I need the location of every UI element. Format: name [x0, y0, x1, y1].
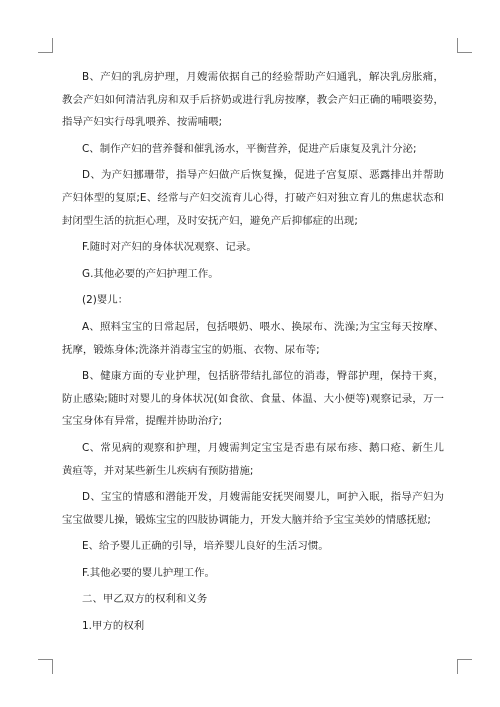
crop-mark-bottom-left — [38, 659, 53, 674]
paragraph-infant-daily-care: A、照料宝宝的日常起居，包括喂奶、喂水、换尿布、洗澡;为宝宝每天按摩、抚摩，锻炼身体;洗涤并消毒宝宝的奶瓶、衣物、尿布等; — [62, 320, 444, 356]
paragraph-infant-development: D、宝宝的情感和潜能开发，月嫂需能安抚哭闹婴儿，呵护入眠，指导产妇为宝宝做婴儿操，锻炼宝宝的四肢协调能力，开发大脑并给予宝宝美妙的情感抚慰; — [62, 491, 444, 526]
paragraph-mother-observation: F.随时对产妇的身体状况观察、记录。 — [82, 241, 257, 254]
crop-mark-top-left — [38, 38, 53, 53]
crop-mark-bottom-right — [457, 659, 472, 674]
crop-mark-top-right — [457, 38, 472, 53]
paragraph-mother-breast-care: B、产妇的乳房护理，月嫂需依据自己的经验帮助产妇通乳，解决乳房胀痛，教会产妇如何清洁乳房和双手后挤奶或进行乳房按摩，教会产妇正确的哺喂姿势，指导产妇实行母乳喂养、按需哺喂; — [62, 71, 444, 129]
paragraph-infant-health-care: B、健康方面的专业护理，包括脐带结扎部位的消毒，臀部护理，保持干爽，防止感染;随时对婴儿的身体状况(如食欲、食量、体温、大小便等)观察记录，万一宝宝身体有异常，提醒并协助治疗; — [62, 370, 444, 428]
section-heading-party-a-rights: 1.甲方的权利 — [82, 620, 145, 633]
paragraph-infant-illness: C、常见病的观察和护理，月嫂需判定宝宝是否患有尿布疹、鹅口疮、新生儿黄疸等，并对某些新生儿疾病有预防措施; — [62, 441, 444, 477]
paragraph-mother-other: G.其他必要的产妇护理工作。 — [82, 267, 219, 280]
paragraph-infant-habits: E、给予婴儿正确的引导，培养婴儿良好的生活习惯。 — [82, 540, 329, 553]
paragraph-mother-recovery: D、为产妇挪珊带，指导产妇做产后恢复操，促进子宫复原、恶露排出并帮助产妇体型的复原;E、经常与产妇交流育儿心得，打破产妇对独立育儿的焦虑状态和封闭型生活的抗拒心理，及时安抚产妇，避免产后抑郁症的出现; — [62, 169, 444, 227]
section-heading-rights-obligations: 二、甲乙双方的权利和义务 — [82, 593, 208, 606]
paragraph-mother-nutrition: C、制作产妇的营养餐和催乳汤水，平衡营养，促进产后康复及乳汁分泌; — [82, 142, 417, 155]
paragraph-infant-other: F.其他必要的婴儿护理工作。 — [82, 566, 215, 579]
section-heading-infant: (2)婴儿： — [82, 294, 129, 307]
document-body — [62, 66, 444, 642]
